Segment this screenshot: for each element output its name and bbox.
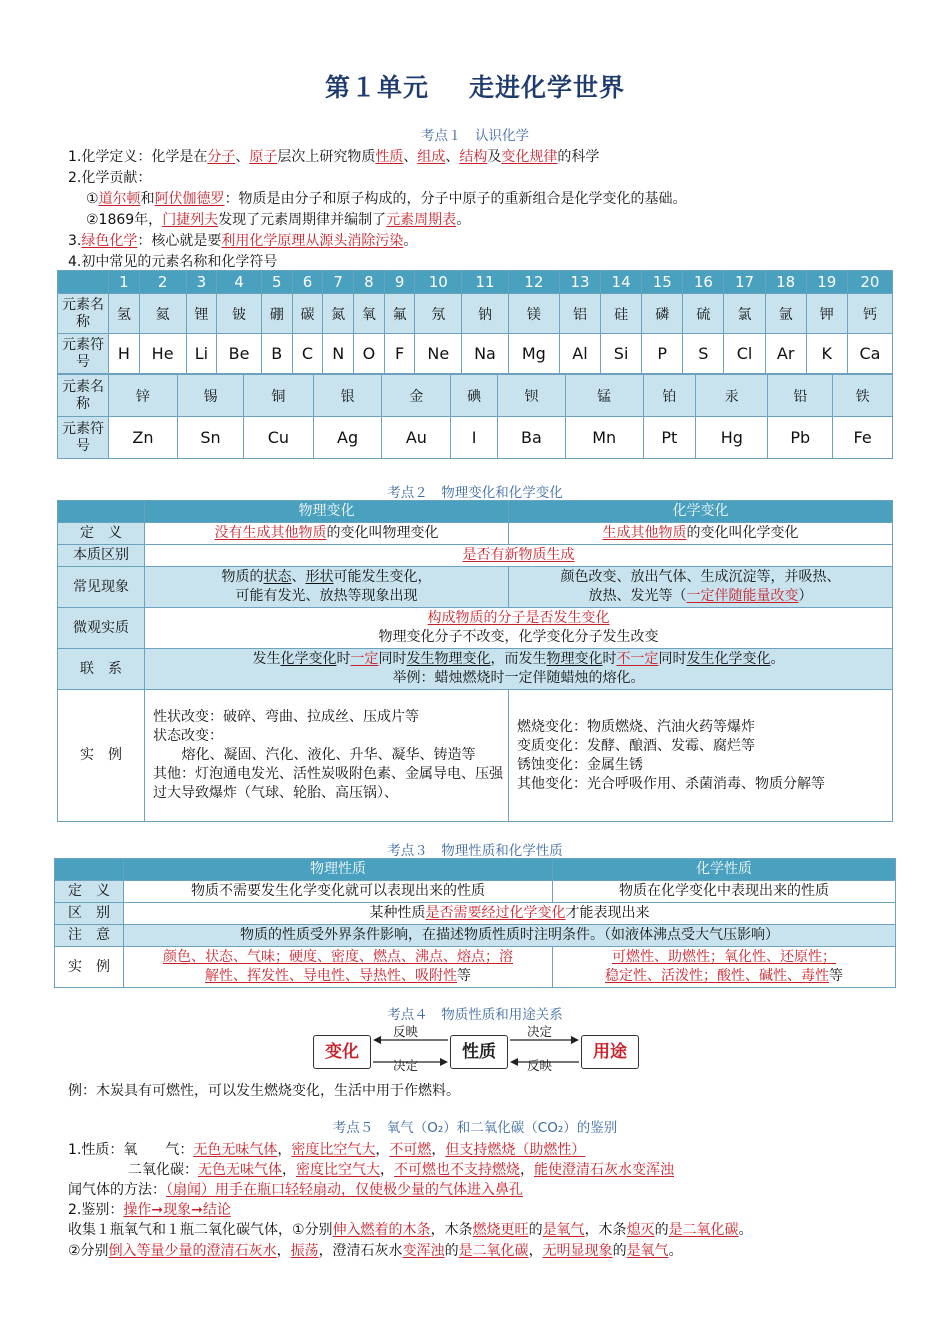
element-name: 磷 — [642, 294, 683, 334]
element-symbol: Be — [217, 334, 262, 374]
row-label: 元素名称 — [58, 294, 109, 334]
element-symbol: Mg — [508, 334, 559, 374]
element-number: 13 — [559, 271, 600, 294]
oxygen-properties: 1.性质：氧 气：无色无味气体，密度比空气大，不可燃，但支持燃烧（助燃性） — [68, 1142, 586, 1158]
def-physical-property: 物质不需要发生化学变化就可以表现出来的性质 — [124, 881, 553, 903]
element-symbol: I — [451, 417, 498, 459]
element-symbol: Ag — [313, 417, 382, 459]
element-number: 19 — [806, 271, 847, 294]
element-name: 硫 — [683, 294, 724, 334]
element-name-row-1 — [58, 294, 893, 334]
label-decide: 决定 — [527, 1024, 553, 1039]
co2-properties: 二氧化碳：无色无味气体，密度比空气大，不可燃也不支持燃烧，能使澄清石灰水变浑浊 — [128, 1162, 674, 1178]
element-symbol: Ca — [847, 334, 892, 374]
examples-chemical-property: 可燃性、助燃性；氧化性、还原性； 稳定性、活泼性；酸性、碱性、毒性等 — [553, 947, 896, 988]
element-symbol: S — [683, 334, 724, 374]
element-symbol: K — [806, 334, 847, 374]
row-label: 联 系 — [58, 649, 145, 690]
row-label: 元素名称 — [58, 375, 109, 417]
element-symbol-row-2 — [58, 417, 893, 459]
phen-physical: 物质的状态、形状可能发生变化， 可能有发光、放热等现象出现 — [145, 567, 509, 608]
element-name: 氖 — [415, 294, 462, 334]
label-reflect: 反映 — [393, 1024, 419, 1039]
element-name: 氯 — [724, 294, 765, 334]
unit-label: 第１单元 — [324, 73, 429, 102]
element-symbol: O — [354, 334, 385, 374]
examples-physical-property: 颜色、状态、气味；硬度、密度、燃点、沸点、熔点；溶 解性、挥发性、导电性、导热性、吸附性等 — [124, 947, 553, 988]
use-box: 用途 — [581, 1035, 639, 1069]
chem-definition: 1.化学定义：化学是在分子、原子层次上研究物质性质、组成、结构及变化规律的科学 — [68, 149, 600, 165]
section-5-heading: 考点５ 氧气（O₂）和二氧化碳（CO₂）的鉴别 — [332, 1120, 618, 1136]
examples-physical: 性状改变：破碎、弯曲、拉成丝、压成片等 状态改变： 熔化、凝固、汽化、液化、升华、凝华、铸造等 其他：灯泡通电发光、活性炭吸附色素、金属导电、压强过大导致爆炸（气球、轮胎、高压锅）、 — [145, 690, 509, 822]
element-number: 3 — [186, 271, 217, 294]
element-name: 钡 — [497, 375, 565, 417]
element-symbol: Ar — [765, 334, 806, 374]
def-chemical: 生成其他物质的变化叫化学变化 — [509, 523, 893, 545]
row-label: 区 别 — [55, 903, 124, 925]
micro-essence: 构成物质的分子是否发生变化 物理变化分子不改变，化学变化分子发生改变 — [145, 608, 893, 649]
element-name: 碳 — [292, 294, 323, 334]
element-symbol-row-1 — [58, 334, 893, 374]
relation-diagram — [313, 1022, 643, 1074]
element-symbol: F — [384, 334, 415, 374]
element-name: 氦 — [139, 294, 186, 334]
row-label: 元素符号 — [58, 417, 109, 459]
section-1-heading: 考点１ 认识化学 — [421, 128, 529, 144]
element-name: 锌 — [109, 375, 178, 417]
arrowhead — [571, 1036, 579, 1044]
property-box: 性质 — [450, 1035, 508, 1069]
element-name: 钾 — [806, 294, 847, 334]
contribution-1: ①道尔顿和阿伏伽德罗：物质是由分子和原子构成的，分子中原子的重新组合是化学变化的基础。 — [86, 191, 687, 207]
element-symbol: Ne — [415, 334, 462, 374]
element-number: 6 — [292, 271, 323, 294]
element-number: 4 — [217, 271, 262, 294]
element-symbol: Hg — [696, 417, 768, 459]
essence-difference: 是否有新物质生成 — [145, 545, 893, 567]
element-symbol: Sn — [177, 417, 243, 459]
number-row — [58, 271, 893, 294]
examples-chemical: 燃烧变化：物质燃烧、汽油火药等爆炸 变质变化：发酵、酿酒、发霉、腐烂等 锈蚀变化：金属生锈 其他变化：光合呼吸作用、杀菌消毒、物质分解等 — [509, 690, 893, 822]
identify-step-1: 收集１瓶氧气和１瓶二氧化碳气体，①分别伸入燃着的木条，木条燃烧更旺的是氧气，木条熄灭的是二氧化碳。 — [68, 1222, 753, 1238]
element-symbol: Zn — [109, 417, 178, 459]
element-name: 金 — [382, 375, 451, 417]
corner-cell — [58, 501, 145, 523]
element-symbol: Pt — [643, 417, 696, 459]
row-label: 本质区别 — [58, 545, 145, 567]
element-symbol: Fe — [833, 417, 893, 459]
element-name: 氩 — [765, 294, 806, 334]
property-difference: 某种性质是否需要经过化学变化才能表现出来 — [124, 903, 896, 925]
section-4-heading: 考点４ 物质性质和用途关系 — [387, 1007, 563, 1023]
element-name: 镁 — [508, 294, 559, 334]
green-chemistry: 3.绿色化学：核心就是要利用化学原理从源头消除污染。 — [68, 233, 418, 249]
row-label: 定 义 — [58, 523, 145, 545]
section-2-heading: 考点２ 物理变化和化学变化 — [387, 485, 563, 501]
element-symbol: C — [292, 334, 323, 374]
element-table — [57, 270, 893, 374]
smell-method: 闻气体的方法：（扇闻）用手在瓶口轻轻扇动，仅使极少量的气体进入鼻孔 — [68, 1182, 523, 1198]
row-label: 实 例 — [55, 947, 124, 988]
element-name: 钠 — [462, 294, 509, 334]
element-number: 11 — [462, 271, 509, 294]
element-name: 铂 — [643, 375, 696, 417]
element-name: 锰 — [565, 375, 643, 417]
element-number: 15 — [642, 271, 683, 294]
element-name: 银 — [313, 375, 382, 417]
element-symbol: H — [109, 334, 140, 374]
element-name: 硅 — [601, 294, 642, 334]
identify-step-2: ②分别倒入等量少量的澄清石灰水，振荡，澄清石灰水变浑浊的是二氧化碳，无明显现象的是氧气。 — [68, 1243, 683, 1259]
element-number: 5 — [261, 271, 292, 294]
property-table — [54, 858, 896, 988]
element-name: 氟 — [384, 294, 415, 334]
element-table-2 — [57, 374, 893, 459]
element-symbol: Mn — [565, 417, 643, 459]
element-symbol: Al — [559, 334, 600, 374]
element-number: 1 — [109, 271, 140, 294]
element-symbol: Li — [186, 334, 217, 374]
element-symbol: N — [323, 334, 354, 374]
col-physical-property: 物理性质 — [124, 859, 553, 881]
element-number: 7 — [323, 271, 354, 294]
element-number: 18 — [765, 271, 806, 294]
row-label: 常见现象 — [58, 567, 145, 608]
corner-cell — [58, 271, 109, 294]
element-number: 16 — [683, 271, 724, 294]
element-name: 氢 — [109, 294, 140, 334]
element-number: 17 — [724, 271, 765, 294]
identification: 2.鉴别：操作➞现象➞结论 — [68, 1202, 231, 1218]
element-symbol: Si — [601, 334, 642, 374]
element-name: 铝 — [559, 294, 600, 334]
element-name-row-2 — [58, 375, 893, 417]
property-note: 物质的性质受外界条件影响，在描述物质性质时注明条件。（如液体沸点受大气压影响） — [124, 925, 896, 947]
element-name: 铍 — [217, 294, 262, 334]
element-name: 硼 — [261, 294, 292, 334]
element-name: 铁 — [833, 375, 893, 417]
page-title — [0, 68, 950, 104]
unit-name: 走进化学世界 — [469, 73, 626, 102]
element-number: 10 — [415, 271, 462, 294]
chem-contribution: 2.化学贡献： — [68, 170, 152, 186]
element-symbol: Pb — [768, 417, 833, 459]
element-name: 锡 — [177, 375, 243, 417]
label-reflect: 反映 — [527, 1058, 553, 1073]
contribution-2: ②1869年，门捷列夫发现了元素周期律并编制了元素周期表。 — [86, 212, 471, 228]
row-label: 实 例 — [58, 690, 145, 822]
arrowhead — [373, 1036, 381, 1044]
def-chemical-property: 物质在化学变化中表现出来的性质 — [553, 881, 896, 903]
element-symbol: B — [261, 334, 292, 374]
element-symbol: He — [139, 334, 186, 374]
element-symbol: Au — [382, 417, 451, 459]
change-box: 变化 — [313, 1035, 371, 1069]
col-chemical-change: 化学变化 — [509, 501, 893, 523]
element-table-caption: 4.初中常见的元素名称和化学符号 — [68, 254, 278, 270]
element-name: 氧 — [354, 294, 385, 334]
def-physical: 没有生成其他物质的变化叫物理变化 — [145, 523, 509, 545]
element-name: 铅 — [768, 375, 833, 417]
element-number: 8 — [354, 271, 385, 294]
corner-cell — [55, 859, 124, 881]
col-chemical-property: 化学性质 — [553, 859, 896, 881]
element-name: 锂 — [186, 294, 217, 334]
element-name: 碘 — [451, 375, 498, 417]
change-table — [57, 500, 893, 822]
element-name: 氮 — [323, 294, 354, 334]
element-symbol: P — [642, 334, 683, 374]
row-label: 元素符号 — [58, 334, 109, 374]
col-physical-change: 物理变化 — [145, 501, 509, 523]
element-number: 9 — [384, 271, 415, 294]
element-number: 20 — [847, 271, 892, 294]
relation: 发生化学变化时一定同时发生物理变化，而发生物理变化时不一定同时发生化学变化。 举例：蜡烛燃烧时一定伴随蜡烛的熔化。 — [145, 649, 893, 690]
row-label: 注 意 — [55, 925, 124, 947]
property-use-example: 例：木炭具有可燃性，可以发生燃烧变化，生活中用于作燃料。 — [68, 1083, 460, 1099]
element-name: 铜 — [244, 375, 313, 417]
phen-chemical: 颜色改变、放出气体、生成沉淀等，并吸热、 放热、发光等（一定伴随能量改变） — [509, 567, 893, 608]
element-symbol: Ba — [497, 417, 565, 459]
element-symbol: Na — [462, 334, 509, 374]
element-name: 汞 — [696, 375, 768, 417]
row-label: 微观实质 — [58, 608, 145, 649]
element-number: 14 — [601, 271, 642, 294]
element-name: 钙 — [847, 294, 892, 334]
row-label: 定 义 — [55, 881, 124, 903]
arrows — [313, 1022, 643, 1074]
element-number: 12 — [508, 271, 559, 294]
element-symbol: Cl — [724, 334, 765, 374]
arrowhead — [510, 1058, 518, 1066]
arrowhead — [440, 1058, 448, 1066]
label-decide: 决定 — [393, 1058, 419, 1073]
element-symbol: Cu — [244, 417, 313, 459]
section-3-heading: 考点３ 物理性质和化学性质 — [387, 843, 563, 859]
element-number: 2 — [139, 271, 186, 294]
